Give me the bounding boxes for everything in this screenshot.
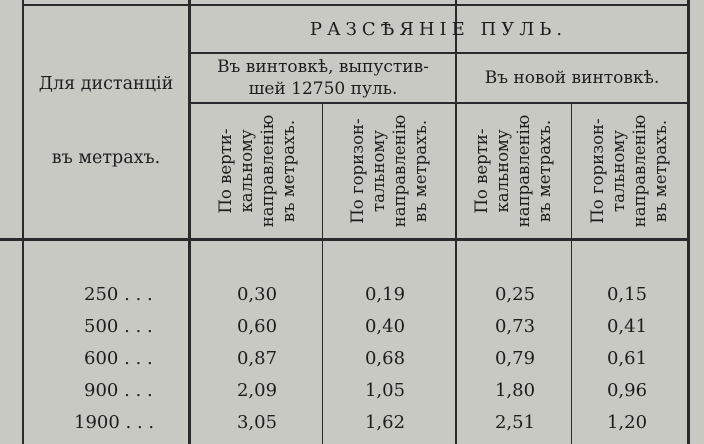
stub-header-line1: Для дистанцій <box>38 73 174 94</box>
distance-cell: 500 . . . <box>84 316 153 337</box>
col-header-line: въ метрахъ. <box>651 119 670 223</box>
rule-header-bottom <box>0 238 690 241</box>
value-cell: 2,51 <box>494 412 536 433</box>
rule-under-title <box>188 52 690 54</box>
value-cell: 0,40 <box>364 316 406 337</box>
group2-header: Въ новой винтовкѣ. <box>484 67 660 88</box>
col-header-horizontal-2 <box>562 104 696 238</box>
col-header-vertical-2 <box>446 104 580 238</box>
col-header-line: По верти- <box>472 128 491 214</box>
value-cell: 1,80 <box>494 380 536 401</box>
table-title: РАЗСѢЯНІЕ ПУЛЬ. <box>309 18 568 40</box>
col-header-vertical-1 <box>188 104 322 238</box>
value-cell: 0,61 <box>606 348 648 369</box>
rule-left <box>22 0 24 444</box>
col-header-line: кальному <box>493 129 512 213</box>
col-header-line: тальному <box>369 130 388 212</box>
value-cell: 3,05 <box>236 412 278 433</box>
value-cell: 0,79 <box>494 348 536 369</box>
value-cell: 0,19 <box>364 284 406 305</box>
col-header-line: въ метрахъ. <box>279 119 298 223</box>
group1-header-line2: шей 12750 пуль. <box>248 78 398 99</box>
col-header-line: направленію <box>630 114 649 228</box>
value-cell: 0,15 <box>606 284 648 305</box>
value-cell: 0,73 <box>494 316 536 337</box>
value-cell: 0,60 <box>236 316 278 337</box>
value-cell: 0,30 <box>236 284 278 305</box>
distance-cell: 250 . . . <box>84 284 153 305</box>
value-cell: 0,96 <box>606 380 648 401</box>
col-header-line: По горизон- <box>348 118 367 224</box>
value-cell: 0,41 <box>606 316 648 337</box>
col-header-line: направленію <box>258 114 277 228</box>
col-header-line: направленію <box>390 114 409 228</box>
value-cell: 0,25 <box>494 284 536 305</box>
group1-header-line1: Въ винтовкѣ, выпустив- <box>217 56 429 77</box>
value-cell: 1,62 <box>364 412 406 433</box>
value-cell: 1,20 <box>606 412 648 433</box>
distance-cell: 1900 . . . <box>74 412 155 433</box>
col-header-horizontal-1 <box>322 104 456 238</box>
value-cell: 0,68 <box>364 348 406 369</box>
distance-cell: 600 . . . <box>84 348 153 369</box>
value-cell: 0,87 <box>236 348 278 369</box>
col-header-line: направленію <box>514 114 533 228</box>
col-header-line: тальному <box>609 130 628 212</box>
col-header-line: въ метрахъ. <box>411 119 430 223</box>
distance-cell: 900 . . . <box>84 380 153 401</box>
value-cell: 2,09 <box>236 380 278 401</box>
col-header-line: По горизон- <box>588 118 607 224</box>
col-header-line: По верти- <box>216 128 235 214</box>
stub-header-line2: въ метрахъ. <box>51 147 161 168</box>
value-cell: 1,05 <box>364 380 406 401</box>
col-header-line: въ метрахъ. <box>535 119 554 223</box>
col-header-line: кальному <box>237 129 256 213</box>
